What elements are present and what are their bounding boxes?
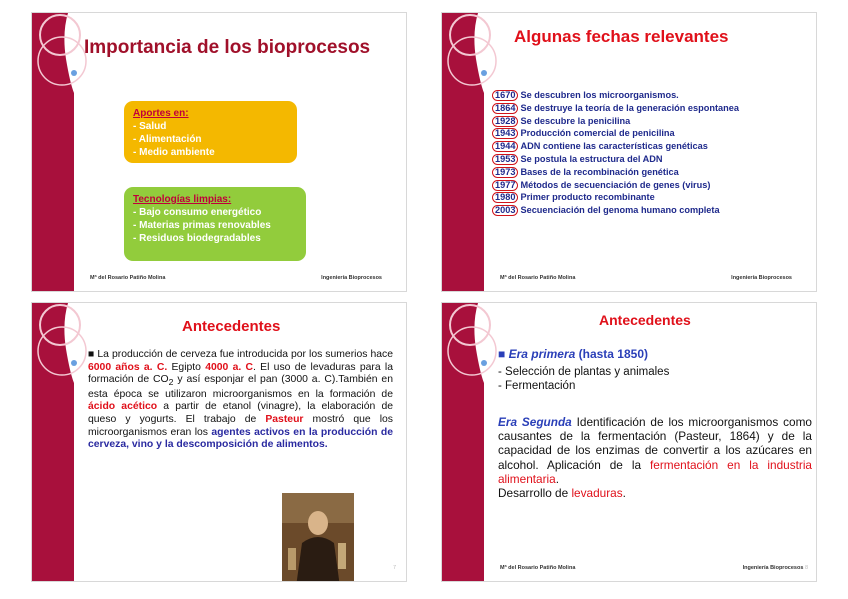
slide-title: Importancia de los bioprocesos xyxy=(84,37,371,58)
list-item: - Bajo consumo energético xyxy=(133,206,297,219)
year-badge: 1977 xyxy=(492,180,518,191)
highlight: 4000 a. C xyxy=(205,361,254,373)
era-label: Era primera xyxy=(508,347,576,361)
year-badge: 2003 xyxy=(492,205,518,216)
event-text: Secuenciación del genoma humano completa xyxy=(520,205,720,216)
year-badge: 1980 xyxy=(492,192,518,203)
event-text: Bases de la recombinación genética xyxy=(520,166,679,177)
list-item-text: Fermentación xyxy=(505,380,576,392)
year-badge: 1670 xyxy=(492,90,518,101)
slide-decoration xyxy=(32,13,92,292)
aportes-box xyxy=(124,101,297,163)
text-run: a partir de etanol (vinagre), la elaboración de queso y yogurts. El trabajo de xyxy=(88,401,394,426)
text-run: mostró que los microorganismos eran los xyxy=(88,414,393,438)
page-number: 8 xyxy=(804,565,808,571)
box-heading: Aportes en: xyxy=(133,108,189,119)
dates-list xyxy=(492,89,739,217)
event-text: Se postula la estructura del ADN xyxy=(520,153,663,164)
aportes-list xyxy=(133,120,288,159)
event-text: Se destruye la teoría de la generación espontanea xyxy=(520,102,739,113)
year-badge: 1943 xyxy=(492,128,518,139)
highlight: Pasteur xyxy=(265,414,304,426)
footer-author: Mª del Rosario Patiño Molina xyxy=(500,275,576,281)
list-item: - Residuos biodegradables xyxy=(133,232,297,245)
text-run: Identificación de los microorganismos como causantes de la fermentación (Pasteur, 1864) y de la capacidad de los enzimas de convertir a los azúcares en alcohol. Aplicación de la xyxy=(498,415,812,472)
subscript: 2 xyxy=(168,377,174,388)
year-badge: 1953 xyxy=(492,154,518,165)
event-text: ADN contiene las características genéticas xyxy=(520,141,708,152)
era-primera xyxy=(498,347,648,361)
event-text: Se descubre la penicilina xyxy=(520,115,631,126)
era-segunda-paragraph xyxy=(498,415,812,500)
list-item: - Selección de plantas y animales xyxy=(498,366,670,378)
slide-title: Antecedentes xyxy=(182,318,281,335)
event-text: Primer producto recombinante xyxy=(520,192,655,203)
list-item xyxy=(492,102,739,115)
slide-decoration xyxy=(32,303,92,582)
slide-decoration xyxy=(442,303,502,582)
highlight: agentes activos en la producción de cerveza, vino y la descomposición de alimentos. xyxy=(88,426,393,451)
list-item xyxy=(492,166,739,179)
era-period: (hasta 1850) xyxy=(575,347,648,361)
list-item xyxy=(492,153,739,166)
bullet: ■ xyxy=(88,349,98,360)
list-item xyxy=(492,127,739,140)
text-run: Desarrollo de xyxy=(498,486,572,501)
text-run: . xyxy=(555,471,559,486)
list-item xyxy=(492,89,739,102)
era-label: Era Segunda xyxy=(498,415,572,429)
highlight: levaduras xyxy=(571,486,623,501)
footer-course: Ingeniería Bioprocesos xyxy=(731,275,792,281)
page-number: 7 xyxy=(392,565,396,571)
list-item xyxy=(492,191,739,204)
event-text: Producción comercial de penicilina xyxy=(520,128,675,139)
slide-fechas[interactable] xyxy=(441,12,817,292)
footer-course-text: Ingeniería Bioprocesos xyxy=(742,565,804,571)
event-text: Se descubren los microorganismos. xyxy=(520,90,679,100)
footer-course: Ingeniería Bioprocesos xyxy=(321,275,382,281)
slide-antecedentes-1[interactable] xyxy=(31,302,407,582)
text-run: . El uso de levaduras para la formación de CO xyxy=(88,361,393,386)
list-item: - Fermentación xyxy=(498,380,576,392)
highlight: ácido acético xyxy=(88,401,158,413)
antecedentes-paragraph xyxy=(88,349,393,452)
year-badge: 1928 xyxy=(492,116,518,127)
list-item xyxy=(492,204,739,217)
year-badge: 1973 xyxy=(492,167,518,178)
text-run: La producción de cerveza fue introducida por los sumerios hace xyxy=(97,349,393,360)
slide-title: Algunas fechas relevantes xyxy=(514,27,729,46)
list-item: - Materias primas renovables xyxy=(133,219,297,232)
era-primera-list xyxy=(498,365,669,393)
tecnologias-box xyxy=(124,187,306,261)
list-item: - Salud xyxy=(133,120,288,133)
highlight: fermentación en la industria alimentaria xyxy=(498,457,812,486)
list-item xyxy=(492,179,739,192)
text-run: Egipto xyxy=(167,361,206,373)
list-item: - Alimentación xyxy=(133,133,288,146)
list-item xyxy=(492,140,739,153)
footer-course xyxy=(743,565,808,571)
list-item-text: Selección de plantas y animales xyxy=(505,366,670,378)
slide-title: Antecedentes xyxy=(599,312,691,328)
pasteur-portrait-image xyxy=(282,493,354,582)
text-run: . xyxy=(622,486,626,501)
footer-author: Mª del Rosario Patiño Molina xyxy=(90,275,166,281)
list-item: - Medio ambiente xyxy=(133,146,288,159)
year-badge: 1944 xyxy=(492,141,518,152)
tecnologias-list xyxy=(133,206,297,245)
bullet: ■ xyxy=(498,347,509,361)
slide-antecedentes-2[interactable] xyxy=(441,302,817,582)
footer-author: Mª del Rosario Patiño Molina xyxy=(500,565,576,571)
event-text: Métodos de secuenciación de genes (virus) xyxy=(520,179,711,190)
box-heading: Tecnologías limpias: xyxy=(133,194,232,205)
year-badge: 1864 xyxy=(492,103,518,114)
list-item xyxy=(492,115,739,128)
text-run: y así esponjar el pan (3000 a. C).También en esta época se utilizaron microorganismos en la formación de xyxy=(88,374,393,400)
highlight: 6000 años a. C. xyxy=(88,361,168,373)
slide-importancia[interactable] xyxy=(31,12,407,292)
